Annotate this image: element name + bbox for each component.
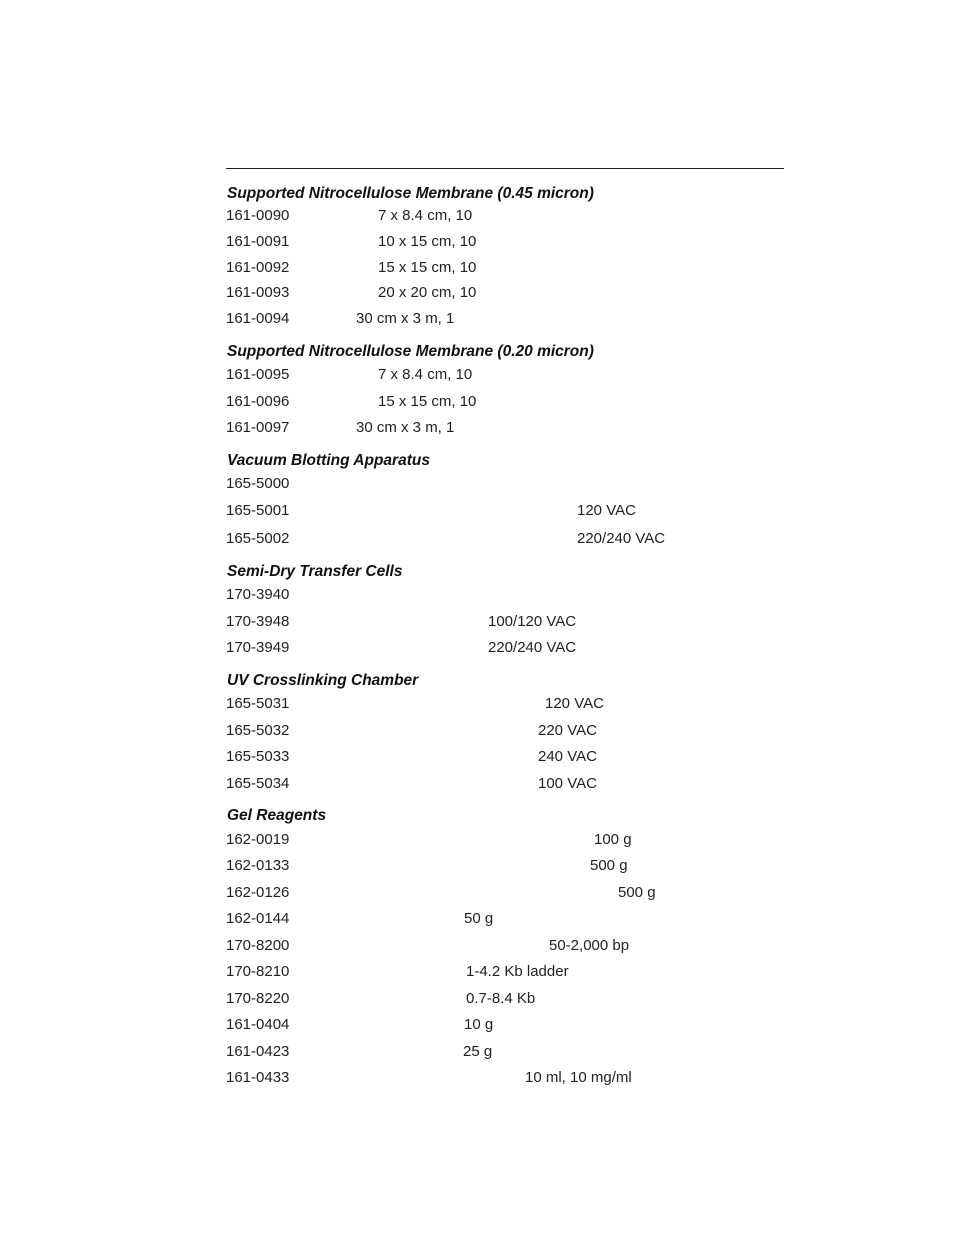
catalog-number: 162-0133 <box>226 857 290 874</box>
catalog-number: 165-5001 <box>226 502 290 519</box>
list-item <box>226 1069 786 1089</box>
catalog-number: 161-0093 <box>226 284 290 301</box>
item-description: 50-2,000 bp <box>549 937 630 954</box>
item-description: 50 g <box>464 910 494 927</box>
catalog-number: 170-3940 <box>226 586 290 603</box>
list-item <box>226 831 786 851</box>
section-heading-vacuum-blotting: Vacuum Blotting Apparatus <box>227 452 430 469</box>
item-description: 500 g <box>590 857 628 874</box>
catalog-number: 170-8210 <box>226 963 290 980</box>
catalog-number: 161-0092 <box>226 259 290 276</box>
item-description: 7 x 8.4 cm, 10 <box>378 366 473 383</box>
catalog-number: 161-0091 <box>226 233 290 250</box>
catalog-number: 161-0096 <box>226 393 290 410</box>
item-description: 30 cm x 3 m, 1 <box>356 419 455 436</box>
list-item <box>226 1043 786 1063</box>
item-description: 10 g <box>464 1016 494 1033</box>
list-item <box>226 990 786 1010</box>
list-item <box>226 310 786 330</box>
item-description: 120 VAC <box>577 502 636 519</box>
catalog-number: 165-5033 <box>226 748 290 765</box>
item-description: 220 VAC <box>538 722 597 739</box>
list-item <box>226 775 786 795</box>
item-description: 10 x 15 cm, 10 <box>378 233 477 250</box>
list-item <box>226 530 786 550</box>
list-item <box>226 963 786 983</box>
item-description: 25 g <box>463 1043 493 1060</box>
catalog-number: 161-0090 <box>226 207 290 224</box>
list-item <box>226 613 786 633</box>
section-heading-uv-crosslinking: UV Crosslinking Chamber <box>227 672 419 689</box>
section-heading-nitrocellulose-020: Supported Nitrocellulose Membrane (0.20 micron) <box>227 343 594 360</box>
list-item <box>226 1016 786 1036</box>
catalog-number: 161-0404 <box>226 1016 290 1033</box>
item-description: 0.7-8.4 Kb <box>466 990 536 1007</box>
catalog-number: 165-5031 <box>226 695 290 712</box>
item-description: 15 x 15 cm, 10 <box>378 393 477 410</box>
list-item <box>226 722 786 742</box>
item-description: 100 VAC <box>538 775 597 792</box>
item-description: 7 x 8.4 cm, 10 <box>378 207 473 224</box>
item-description: 30 cm x 3 m, 1 <box>356 310 455 327</box>
catalog-number: 165-5000 <box>226 475 290 492</box>
list-item <box>226 502 786 522</box>
item-description: 100/120 VAC <box>488 613 577 630</box>
list-item <box>226 910 786 930</box>
item-description: 100 g <box>594 831 632 848</box>
catalog-number: 170-8220 <box>226 990 290 1007</box>
section-heading-nitrocellulose-045: Supported Nitrocellulose Membrane (0.45 micron) <box>227 185 594 202</box>
section-heading-gel-reagents: Gel Reagents <box>227 807 327 824</box>
item-description: 10 ml, 10 mg/ml <box>525 1069 632 1086</box>
list-item <box>226 233 786 253</box>
catalog-number: 170-3948 <box>226 613 290 630</box>
catalog-number: 170-8200 <box>226 937 290 954</box>
catalog-number: 165-5032 <box>226 722 290 739</box>
item-description: 500 g <box>618 884 656 901</box>
list-item <box>226 857 786 877</box>
list-item <box>226 748 786 768</box>
list-item <box>226 695 786 715</box>
catalog-number: 161-0433 <box>226 1069 290 1086</box>
catalog-number: 165-5034 <box>226 775 290 792</box>
catalog-number: 170-3949 <box>226 639 290 656</box>
item-description: 240 VAC <box>538 748 597 765</box>
catalog-number: 162-0019 <box>226 831 290 848</box>
list-item <box>226 366 786 386</box>
item-description: 1-4.2 Kb ladder <box>466 963 569 980</box>
section-heading-semi-dry: Semi-Dry Transfer Cells <box>227 563 403 580</box>
list-item <box>226 586 786 606</box>
list-item <box>226 639 786 659</box>
catalog-number: 165-5002 <box>226 530 290 547</box>
list-item <box>226 207 786 227</box>
list-item <box>226 419 786 439</box>
catalog-number: 161-0095 <box>226 366 290 383</box>
list-item <box>226 937 786 957</box>
catalog-number: 161-0094 <box>226 310 290 327</box>
list-item <box>226 475 786 495</box>
list-item <box>226 884 786 904</box>
catalog-number: 162-0126 <box>226 884 290 901</box>
list-item <box>226 393 786 413</box>
item-description: 15 x 15 cm, 10 <box>378 259 477 276</box>
list-item <box>226 259 786 279</box>
item-description: 20 x 20 cm, 10 <box>378 284 477 301</box>
item-description: 220/240 VAC <box>577 530 666 547</box>
catalog-number: 162-0144 <box>226 910 290 927</box>
list-item <box>226 284 786 304</box>
top-rule <box>226 168 784 169</box>
catalog-number: 161-0423 <box>226 1043 290 1060</box>
item-description: 220/240 VAC <box>488 639 577 656</box>
catalog-number: 161-0097 <box>226 419 290 436</box>
item-description: 120 VAC <box>545 695 604 712</box>
